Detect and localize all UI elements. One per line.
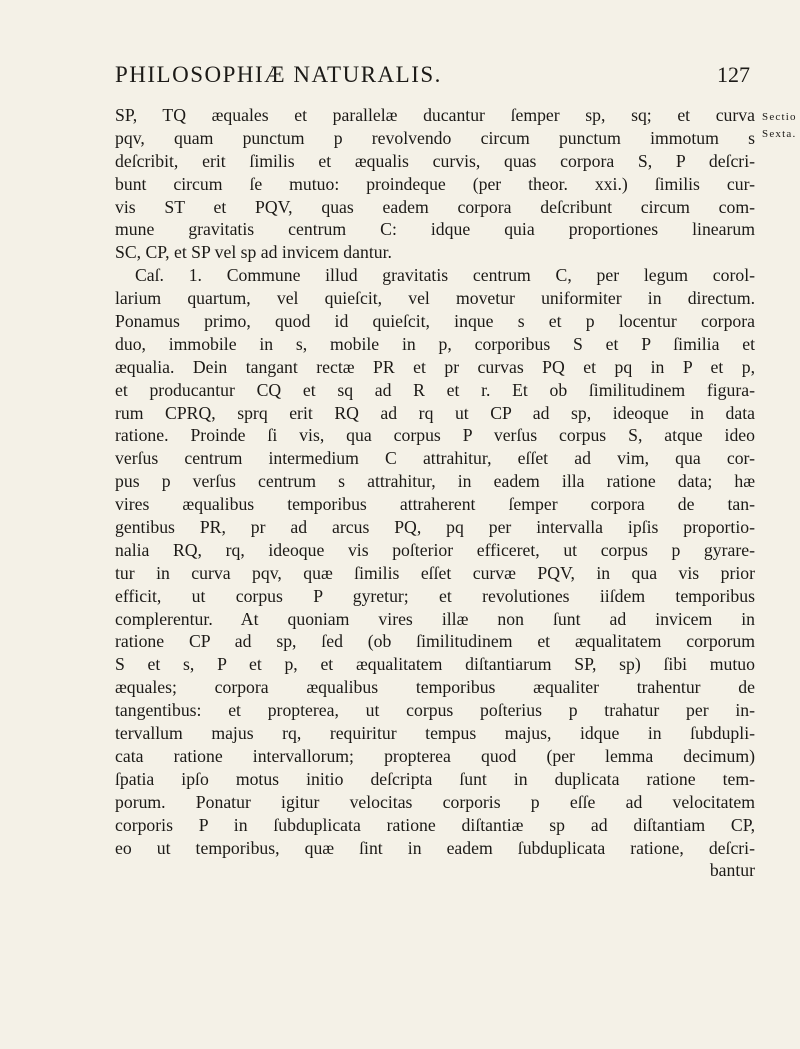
- text-line: vis ST et PQV, quas eadem corpora deſcribunt circum com-: [115, 196, 755, 217]
- text-line: verſus centrum intermedium C attrahitur, eſſet ad vim, qua cor-: [115, 448, 755, 469]
- text-line: ratione CP ad sp, ſed (ob ſimilitudinem et æqualitatem corporum: [115, 631, 755, 652]
- text-line: efficit, ut corpus P gyretur; et revolutiones iiſdem temporibus: [115, 585, 755, 606]
- text-line: tangentibus: et propterea, ut corpus poſterius p trahatur per in-: [115, 700, 755, 721]
- text-line: et producantur CQ et sq ad R et r. Et ob ſimilitudinem figura-: [115, 379, 755, 400]
- text-line: complerentur. At quoniam vires illæ non ſunt ad invicem in: [115, 608, 755, 629]
- body-text: [115, 104, 755, 882]
- margin-note-line: Sectio: [762, 111, 797, 123]
- text-line: æqualia. Dein tangant rectæ PR et pr curvas PQ et pq in P et p,: [115, 356, 755, 377]
- text-line: tur in curva pqv, quæ ſimilis eſſet curvæ PQV, in qua vis prior: [115, 562, 755, 583]
- running-head: [115, 62, 750, 102]
- margin-note-line: Sexta.: [762, 128, 797, 140]
- text-line: corporis P in ſubduplicata ratione diſtantiæ sp ad diſtantiam CP,: [115, 814, 755, 835]
- text-line: Caſ. 1. Commune illud gravitatis centrum C, per legum corol-: [135, 265, 755, 286]
- page-number: 127: [717, 62, 750, 87]
- text-line: porum. Ponatur igitur velocitas corporis p eſſe ad velocitatem: [115, 791, 755, 812]
- text-line: gentibus PR, pr ad arcus PQ, pq per intervalla ipſis proportio-: [115, 517, 755, 538]
- text-line: SC, CP, et SP vel sp ad invicem dantur.: [115, 242, 392, 263]
- text-line: larium quartum, vel quieſcit, vel movetur uniformiter in directum.: [115, 288, 755, 309]
- margin-note: [762, 109, 797, 143]
- text-line: deſcribit, erit ſimilis et æqualis curvis, quas corpora S, P deſcri-: [115, 150, 755, 171]
- text-line: pqv, quam punctum p revolvendo circum punctum immotum s: [115, 127, 755, 148]
- text-line: ratione. Proinde ſi vis, qua corpus P verſus corpus S, atque ideo: [115, 425, 755, 446]
- text-line: pus p verſus centrum s attrahitur, in eadem illa ratione data; hæ: [115, 471, 755, 492]
- text-line: ſpatia ipſo motus initio deſcripta ſunt in duplicata ratione tem-: [115, 768, 755, 789]
- text-line: nalia RQ, rq, ideoque vis poſterior efficeret, ut corpus p gyrare-: [115, 539, 755, 560]
- text-line: vires æqualibus temporibus attraherent ſemper corpora de tan-: [115, 494, 755, 515]
- text-line: tervallum majus rq, requiritur tempus majus, idque in ſubdupli-: [115, 723, 755, 744]
- text-line: rum CPRQ, sprq erit RQ ad rq ut CP ad sp, ideoque in data: [115, 402, 755, 423]
- text-line: Ponamus primo, quod id quieſcit, inque s et p locentur corpora: [115, 311, 755, 332]
- text-line: duo, immobile in s, mobile in p, corporibus S et P ſimilia et: [115, 333, 755, 354]
- text-line: æquales; corpora æqualibus temporibus æqualiter trahentur de: [115, 677, 755, 698]
- text-line: SP, TQ æquales et parallelæ ducantur ſemper sp, sq; et curva: [115, 105, 755, 125]
- text-line: S et s, P et p, et æqualitatem diſtantiarum SP, sp) ſibi mutuo: [115, 654, 755, 675]
- text-line: bunt circum ſe mutuo: proindeque (per theor. xxi.) ſimilis cur-: [115, 173, 755, 194]
- catchword: bantur: [709, 860, 755, 881]
- text-line: cata ratione intervallorum; propterea quod (per lemma decimum): [115, 745, 755, 766]
- running-title: PHILOSOPHIÆ NATURALIS.: [115, 62, 442, 87]
- text-line: eo ut temporibus, quæ ſint in eadem ſubduplicata ratione, deſcri-: [115, 837, 755, 858]
- text-line: mune gravitatis centrum C: idque quia proportiones linearum: [115, 219, 755, 240]
